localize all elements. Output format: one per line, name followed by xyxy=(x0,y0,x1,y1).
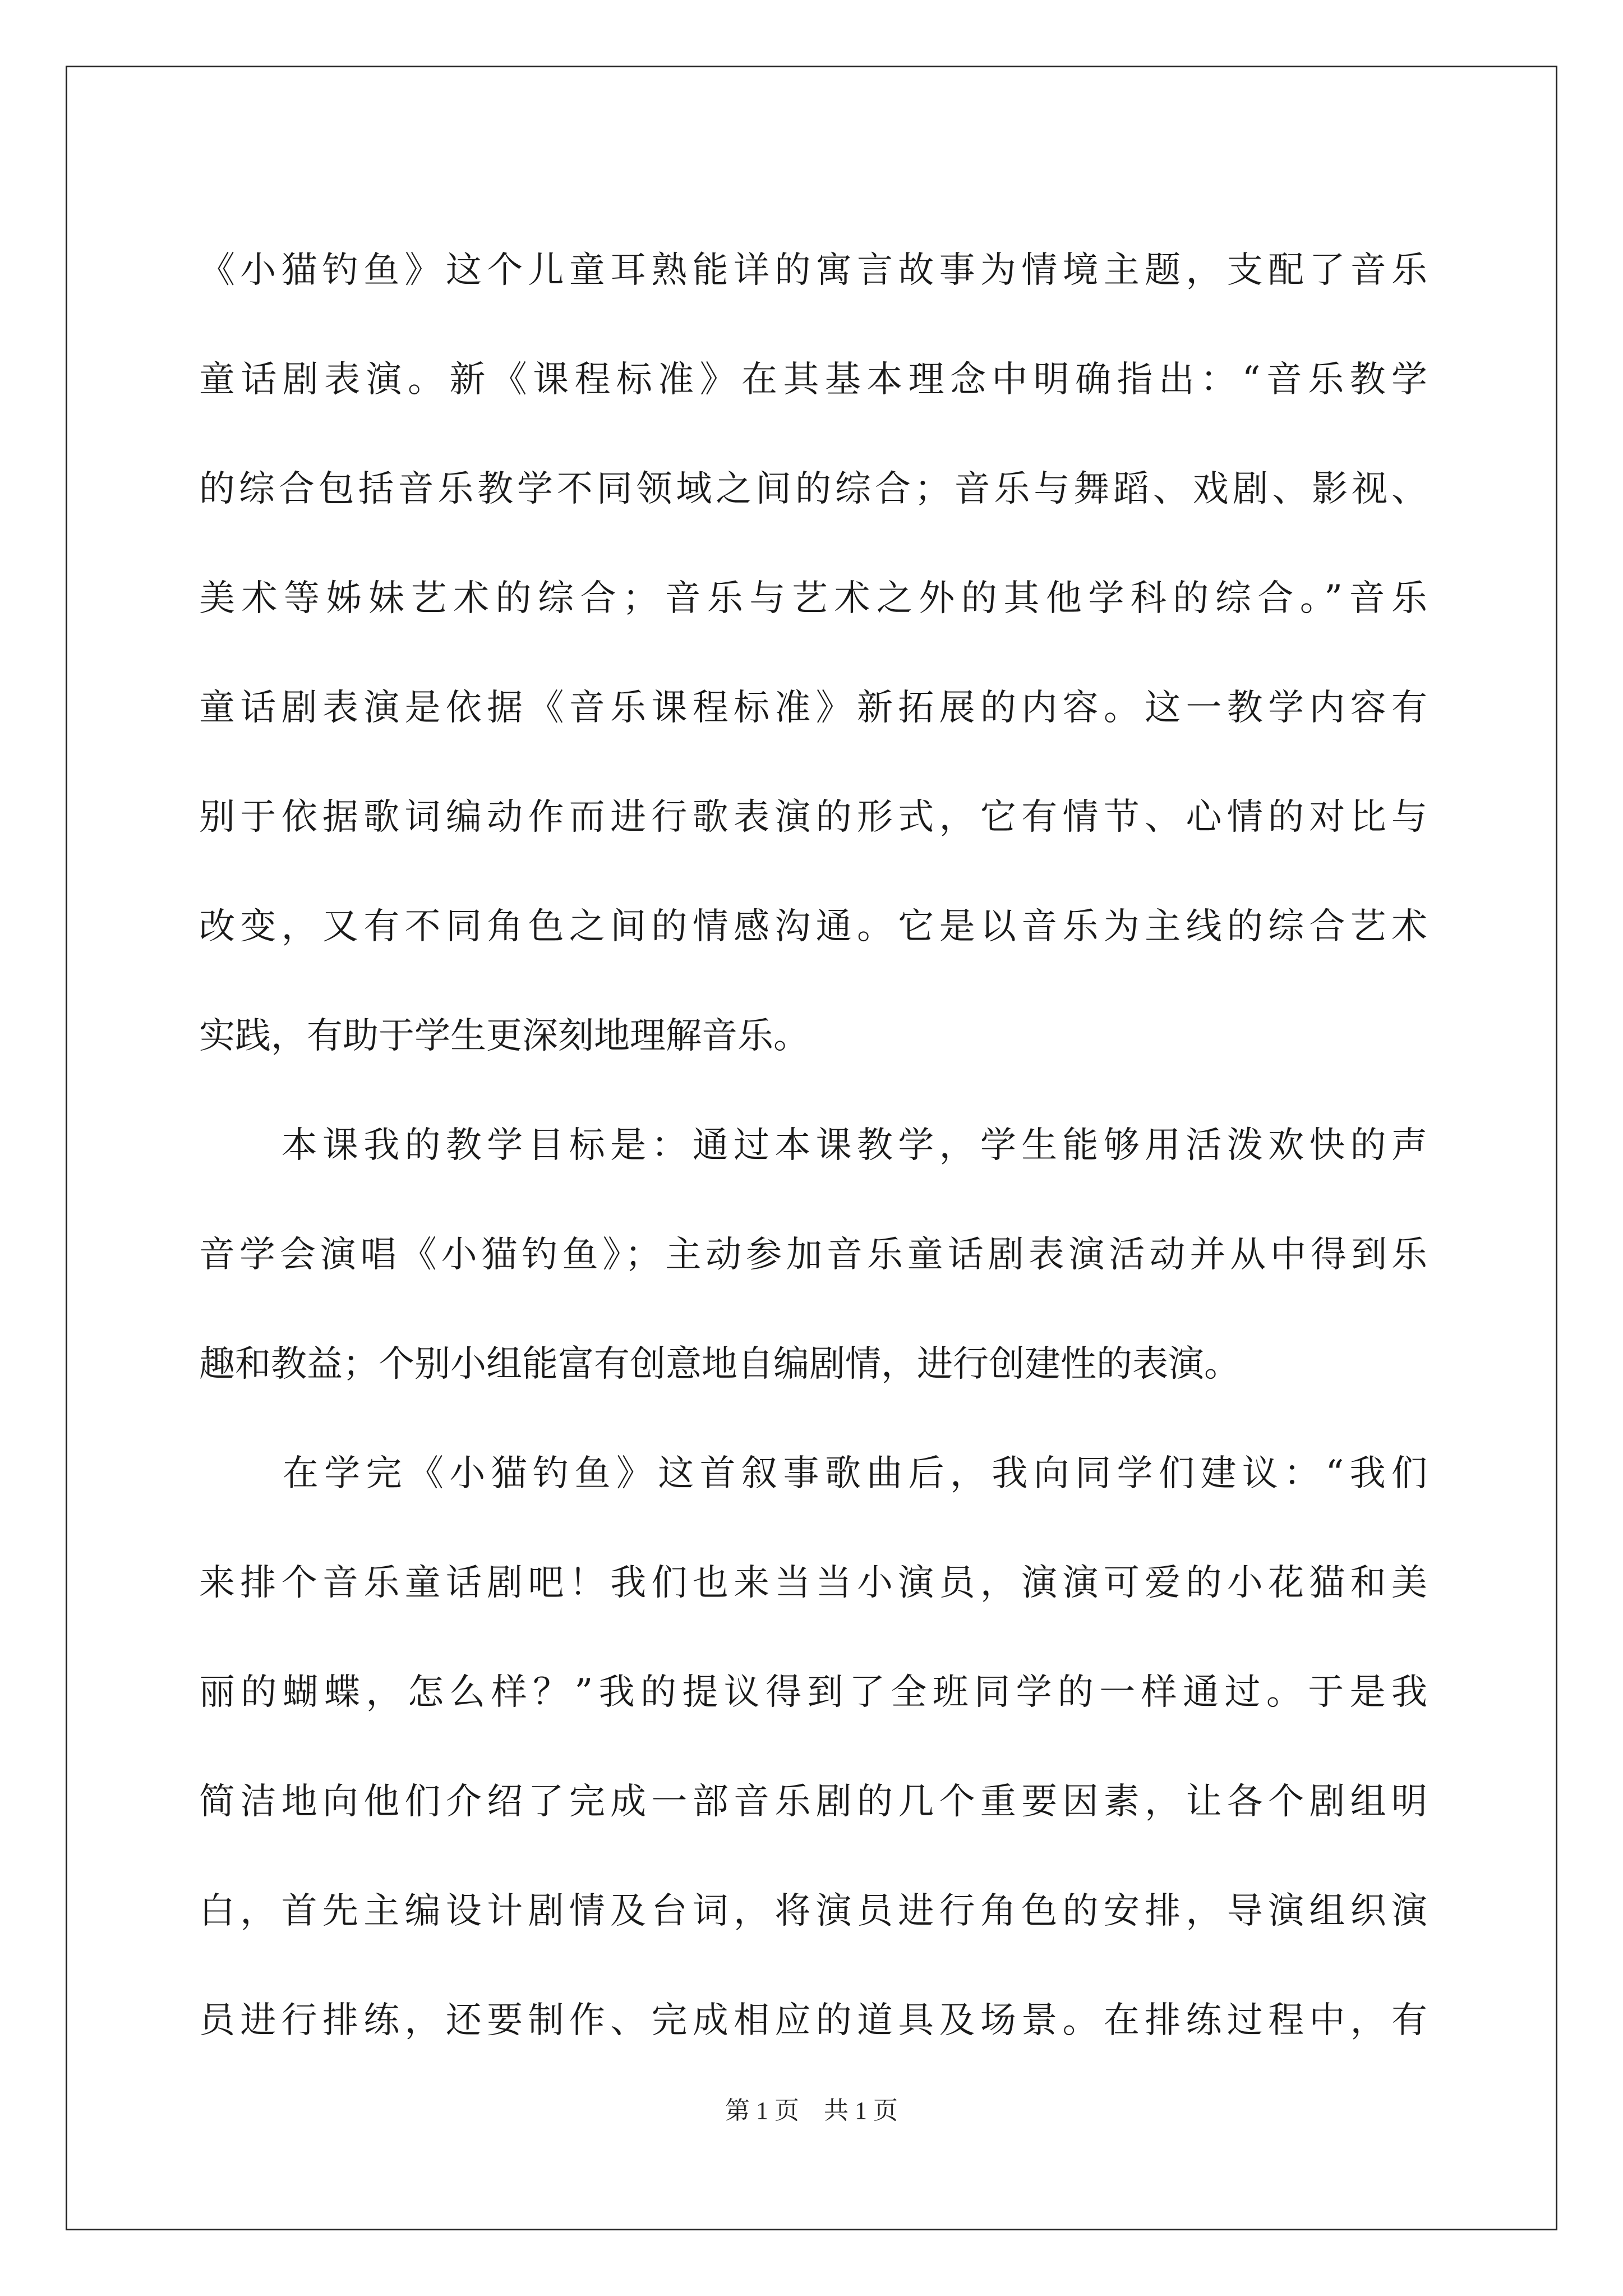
text-line: 《小猫钓鱼》这个儿童耳熟能详的寓言故事为情境主题，支配了音乐 xyxy=(199,250,1427,291)
text-line: 别于依据歌词编动作而进行歌表演的形式，它有情节、心情的对比与 xyxy=(199,797,1427,838)
page-footer: 第 1 页 共 1 页 xyxy=(725,2097,898,2124)
text-line: 的综合包括音乐教学不同领域之间的综合；音乐与舞蹈、戏剧、影视、 xyxy=(199,468,1427,510)
text-line: 实践，有助于学生更深刻地理解音乐。 xyxy=(199,1015,809,1057)
text-line: 音学会演唱《小猫钓鱼》；主动参加音乐童话剧表演活动并从中得到乐 xyxy=(199,1234,1427,1276)
text-line: 改变，又有不同角色之间的情感沟通。它是以音乐为主线的综合艺术 xyxy=(199,906,1427,947)
text-line: 本课我的教学目标是：通过本课教学，学生能够用活泼欢快的声 xyxy=(199,1125,1427,1166)
text-line: 来排个音乐童话剧吧！我们也来当当小演员，演演可爱的小花猫和美 xyxy=(199,1562,1427,1604)
text-line: 丽的蝴蝶，怎么样？”我的提议得到了全班同学的一样通过。于是我 xyxy=(199,1672,1427,1713)
text-line: 童话剧表演。新《课程标准》在其基本理念中明确指出：“音乐教学 xyxy=(199,359,1427,401)
text-line: 简洁地向他们介绍了完成一部音乐剧的几个重要因素，让各个剧组明 xyxy=(199,1781,1427,1823)
text-line: 白，首先主编设计剧情及台词，将演员进行角色的安排，导演组织演 xyxy=(199,1890,1427,1932)
text-line: 童话剧表演是依据《音乐课程标准》新拓展的内容。这一教学内容有 xyxy=(199,687,1427,729)
text-line: 员进行排练，还要制作、完成相应的道具及场景。在排练过程中，有 xyxy=(199,2000,1427,2041)
text-line: 趣和教益；个别小组能富有创意地自编剧情，进行创建性的表演。 xyxy=(199,1343,1240,1385)
document-body xyxy=(199,216,1427,2076)
text-line: 在学完《小猫钓鱼》这首叙事歌曲后，我向同学们建议：“我们 xyxy=(199,1453,1427,1494)
text-line: 美术等姊妹艺术的综合；音乐与艺术之外的其他学科的综合。”音乐 xyxy=(199,578,1427,619)
